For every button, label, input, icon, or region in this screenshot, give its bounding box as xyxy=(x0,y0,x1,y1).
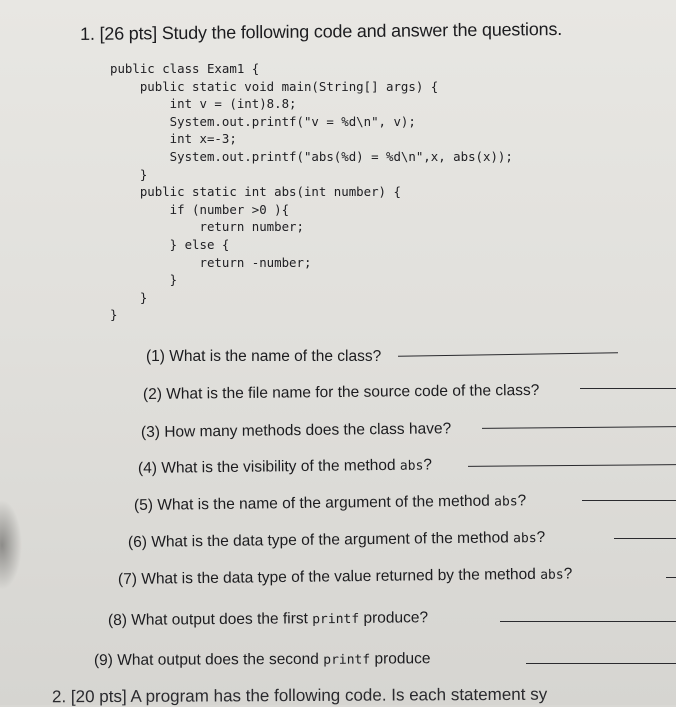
code-line: int v = (int)8.8; xyxy=(110,95,513,113)
question-text-end: ? xyxy=(518,492,527,509)
code-line: System.out.printf("v = %d\n", v); xyxy=(110,113,513,131)
question-code: printf xyxy=(323,653,370,668)
question-number: (2) xyxy=(143,386,162,403)
question-1 xyxy=(146,348,381,366)
code-line: public class Exam1 { xyxy=(110,60,513,78)
code-line: } xyxy=(110,166,513,184)
question-number: (7) xyxy=(118,571,137,588)
next-problem-text: 2. [20 pts] A program has the following code. Is each statement sy xyxy=(52,685,547,707)
code-line: System.out.printf("abs(%d) = %d\n",x, abs(x)); xyxy=(110,148,513,166)
question-text-end: ? xyxy=(537,529,546,546)
answer-blank-2[interactable] xyxy=(580,388,676,389)
question-text-end: produce xyxy=(370,650,430,667)
question-number: (4) xyxy=(138,460,157,477)
question-9 xyxy=(94,650,431,670)
answer-blank-6[interactable] xyxy=(614,538,676,539)
code-line: } else { xyxy=(110,236,513,254)
question-text: What output does the second xyxy=(117,651,323,669)
problem-title: 1. [26 pts] Study the following code and answer the questions. xyxy=(80,19,562,45)
question-text: What is the file name for the source code of the class? xyxy=(166,382,539,403)
question-number: (5) xyxy=(134,497,153,514)
code-line: return -number; xyxy=(110,254,513,272)
question-code: printf xyxy=(312,612,359,627)
code-line: int x=-3; xyxy=(110,130,513,148)
question-text: What is the name of the argument of the method xyxy=(157,493,494,514)
question-code: abs xyxy=(400,459,424,474)
answer-blank-9[interactable] xyxy=(526,663,676,664)
question-text: What is the data type of the argument of the method xyxy=(151,529,513,550)
question-4 xyxy=(138,456,432,478)
code-line: public static void main(String[] args) { xyxy=(110,78,513,96)
question-text: What is the name of the class? xyxy=(169,348,381,365)
code-line: return number; xyxy=(110,218,513,236)
question-code: abs xyxy=(494,494,518,509)
question-text: What is the visibility of the method xyxy=(161,457,400,477)
question-3 xyxy=(141,420,451,442)
code-line: } xyxy=(110,289,513,307)
question-text-end: ? xyxy=(564,565,573,582)
code-line: } xyxy=(110,306,513,324)
question-text: How many methods does the class have? xyxy=(164,420,451,441)
question-number: (3) xyxy=(141,424,160,441)
question-number: (8) xyxy=(108,612,127,629)
question-text: What is the data type of the value returned by the method xyxy=(141,566,540,588)
code-block xyxy=(110,60,513,324)
question-8 xyxy=(108,609,428,630)
question-number: (6) xyxy=(128,534,147,551)
code-line: if (number >0 ){ xyxy=(110,201,513,219)
answer-blank-8[interactable] xyxy=(500,621,676,622)
question-text: What output does the first xyxy=(131,610,312,629)
code-line: } xyxy=(110,271,513,289)
question-number: (9) xyxy=(94,652,113,669)
question-code: abs xyxy=(540,568,564,583)
answer-blank-5[interactable] xyxy=(582,500,676,501)
question-code: abs xyxy=(513,531,537,546)
question-text-end: produce? xyxy=(359,609,428,627)
question-number: (1) xyxy=(146,348,165,365)
answer-blank-7[interactable] xyxy=(666,577,676,578)
question-text-end: ? xyxy=(423,456,432,473)
code-line: public static int abs(int number) { xyxy=(110,183,513,201)
